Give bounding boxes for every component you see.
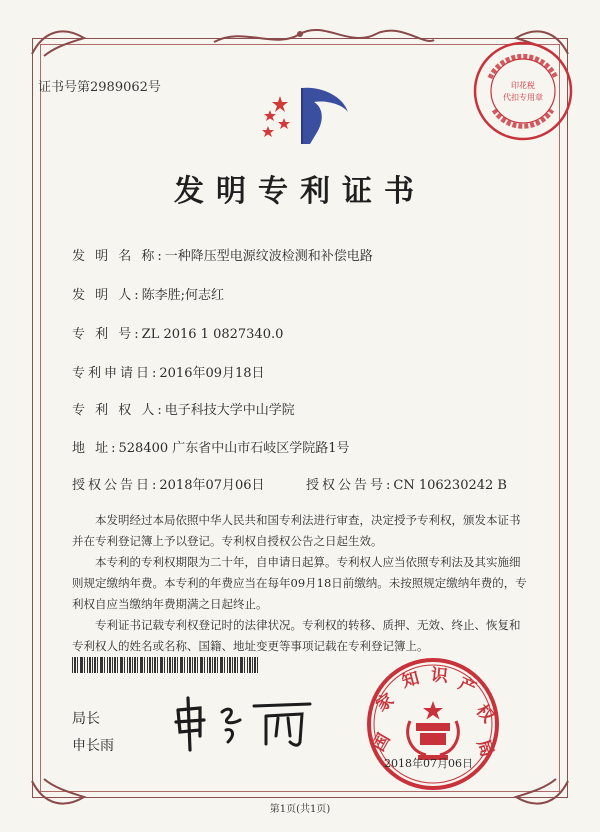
barcode-bar [212,657,213,673]
svg-text:代扣专用章: 代扣专用章 [503,93,543,102]
barcode-bar [174,657,176,673]
barcode-bar [189,657,191,673]
barcode-bar [92,657,93,673]
barcode-bar [149,657,151,673]
barcode-bar [252,657,253,673]
field-application-date [72,362,265,381]
barcode-bar [240,657,243,673]
svg-text:国: 国 [368,730,395,755]
official-seal [364,655,502,793]
field-address [72,437,350,456]
field-grant-date [72,474,265,493]
paragraph: 本专利的专利权期限为二十年，自申请日起算。专利权人应当依照专利法及其实施细则规定缴纳年费。本专利的年费应当在每年09月18日前缴纳。未按照规定缴纳年费的，专利权自应当缴纳年费期满之日起终止。 [72,555,527,611]
barcode-bar [97,657,98,673]
svg-text:印花税: 印花税 [511,81,535,90]
certificate-title: 发明专利证书 [174,174,426,209]
barcode-bar [89,657,91,673]
barcode-bar [220,657,223,673]
barcode-bar [94,657,96,673]
handwritten-signature [170,692,320,754]
field-label: 授权公告日: [72,478,160,493]
field-value: 2018年07月06日 [159,478,265,493]
barcode-bar [184,657,185,673]
barcode-bar [144,657,145,673]
barcode-bar [87,657,88,673]
barcode-bar [177,657,178,673]
seal-date: 2018年07月06日 [384,757,473,770]
barcode-bar [224,657,225,673]
barcode-bar [140,657,143,673]
field-value: 一种降压型电源纹波检测和补偿电路 [164,249,373,264]
field-value: 电子科技大学中山学院 [164,403,295,418]
barcode-bar [84,657,85,673]
barcode-bar [117,657,118,673]
barcode-bar [129,657,131,673]
barcode-bar [169,657,171,673]
field-value: ZL 2016 1 0827340.0 [141,327,284,342]
paragraph: 专利证书记载专利权登记时的法律状况。专利权的转移、质押、无效、终止、恢复和专利权人的姓名或名称、国籍、地址变更等事项记载在专利登记簿上。 [72,618,521,653]
barcode-bar [207,657,208,673]
barcode-bar [247,657,248,673]
field-label: 发 明 人: [72,288,142,303]
field-label: 专 利 权 人: [72,403,165,418]
barcode-bar [204,657,205,673]
field-label: 专 利 号: [72,327,142,342]
barcode-bar [154,657,156,673]
barcode-bar [249,657,251,673]
barcode-bar [209,657,211,673]
svg-text:权: 权 [471,700,498,727]
page-number: 第1页(共1页) [269,804,331,815]
field-value: 陈李胜;何志红 [141,288,225,303]
barcode-bar [147,657,148,673]
certificate-number: 证书号第2989062号 [38,80,161,95]
barcode-bar [197,657,198,673]
barcode-bar [137,657,138,673]
barcode-bar [172,657,173,673]
barcode-bar [134,657,136,673]
barcode-bar [232,657,233,673]
svg-text:产: 产 [455,673,480,700]
field-label: 授权公告号: [306,478,394,493]
barcode-bar [157,657,158,673]
barcode-bar [107,657,108,673]
signatory-name: 申长雨 [72,737,114,753]
barcode-bar [152,657,153,673]
barcode-bar [100,657,103,673]
barcode-bar [257,657,258,673]
tax-stamp-seal [470,38,576,144]
barcode-bar [80,657,83,673]
field-label: 专利申请日: [72,366,160,381]
field-value: 528400 广东省中山市石岐区学院路1号 [118,441,350,456]
barcode-bar [104,657,105,673]
barcode-bar [167,657,168,673]
barcode-bar [254,657,256,673]
field-patent-number [72,323,283,342]
certificate-body [72,510,528,657]
barcode-bar [229,657,231,673]
barcode-bar [124,657,125,673]
barcode-bar [120,657,123,673]
signatory-title: 局长 [72,710,100,726]
barcode-bar [214,657,216,673]
barcode-bar [164,657,165,673]
barcode-bar [74,657,76,673]
barcode-bar [114,657,116,673]
barcode-bar [200,657,203,673]
field-value: CN 106230242 B [393,478,507,493]
barcode-bar [127,657,128,673]
field-value: 2016年09月18日 [159,366,265,381]
barcode-bar [187,657,188,673]
barcode-bar [234,657,236,673]
barcode-bar [194,657,196,673]
barcode-bar [237,657,238,673]
barcode-bar [72,657,73,673]
svg-text:家: 家 [372,689,398,716]
svg-text:局: 局 [472,736,498,760]
field-invention-name [72,245,373,264]
barcode-bar [77,657,78,673]
field-grant-number [306,474,507,493]
barcode-bar [227,657,228,673]
barcode-bar [192,657,193,673]
field-label: 地 址: [72,441,119,456]
barcode-bar [244,657,245,673]
field-label: 发 明 名 称: [72,249,165,264]
barcode [72,657,262,673]
field-patentee [72,399,295,418]
barcode-bar [217,657,218,673]
barcode-bar [180,657,183,673]
barcode-bar [109,657,111,673]
field-inventors [72,284,224,303]
barcode-bar [132,657,133,673]
svg-text:识: 识 [430,665,449,687]
barcode-bar [160,657,163,673]
patent-office-logo-icon [258,78,358,150]
paragraph: 本发明经过本局依照中华人民共和国专利法进行审查，决定授予专利权，颁发本证书并在专利登记簿上予以登记。专利权自授权公告之日起生效。 [72,513,521,548]
svg-text:知: 知 [399,668,422,693]
barcode-bar [112,657,113,673]
